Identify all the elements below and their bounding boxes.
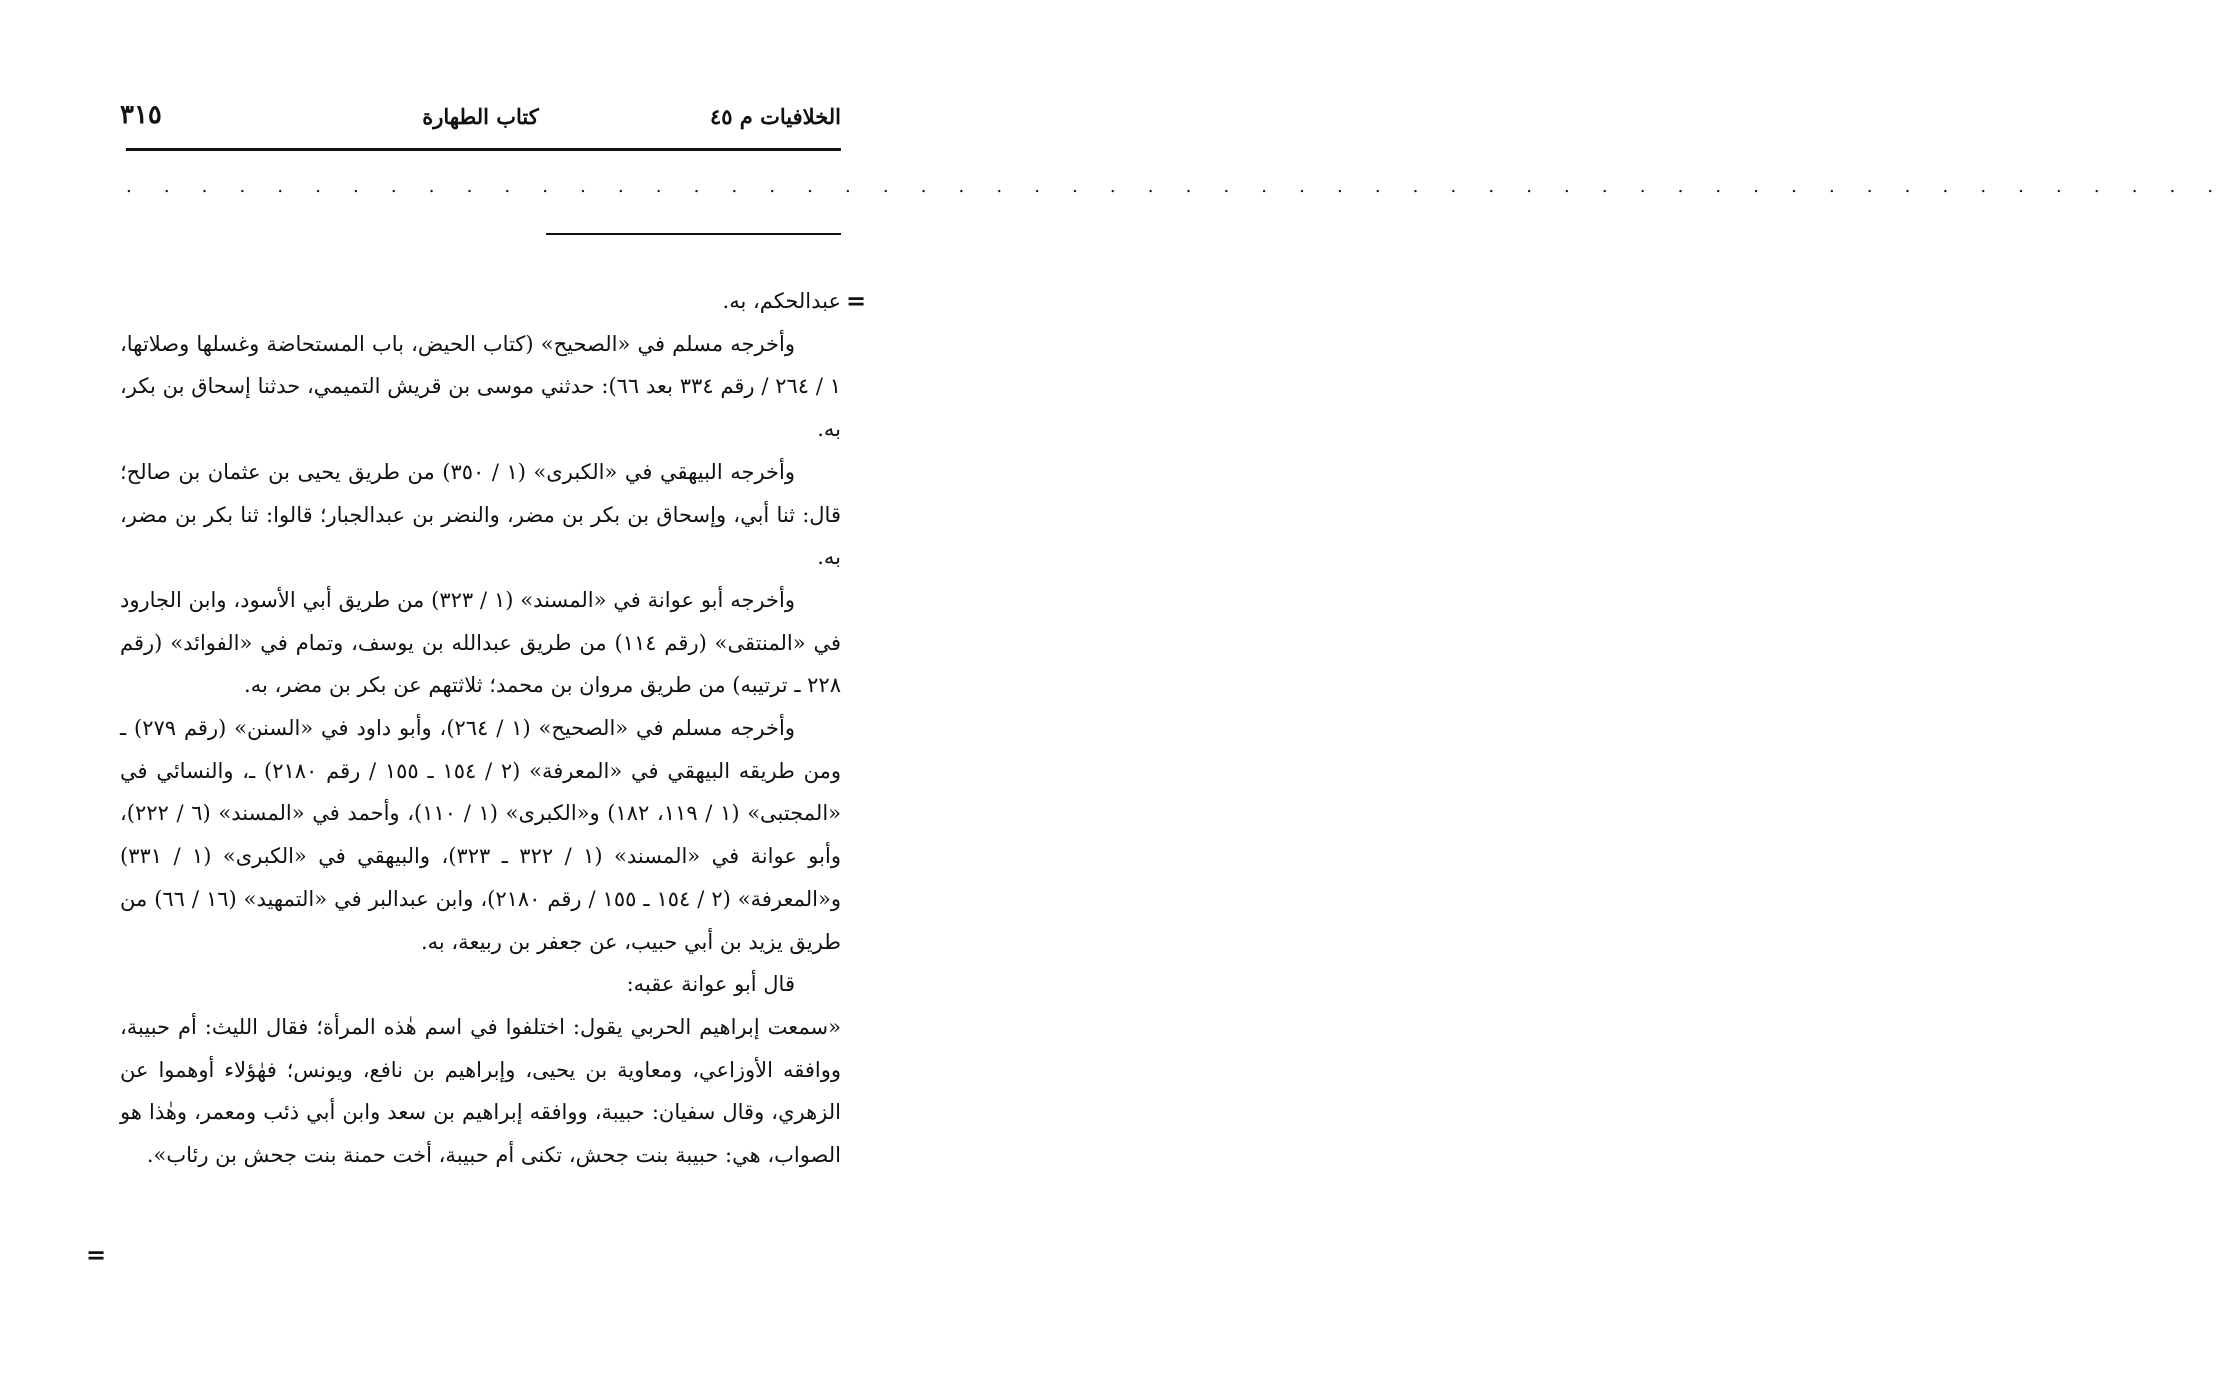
quotation-paragraph: «سمعت إبراهيم الحربي يقول: اختلفوا في اسم هٰذه المرأة؛ فقال الليث: أم حبيبة، ووافقه الأوزاعي، ومعاوية بن يحيى، وإبراهيم بن نافع، ويونس؛ فهٰؤلاء أوهموا عن الزهري، وقال سفيان: حبيبة، ووافقه إبراهيم بن سعد وابن أبي ذئب ومعمر، وهٰذا هو الصواب، هي: حبيبة بنت جحش، تكنى أم حبيبة، أخت حمنة بنت جحش بن رئاب». (120, 1014, 841, 1168)
chapter-title: كتاب الطهارة (422, 104, 539, 129)
dotted-separator: . . . . . . . . . . . . . . . . . . . . . . . . . . . . . . . . . . . . . . . . . . . . . . . . . . . . . . . . (126, 176, 2226, 197)
continuation-mark-end: = (86, 1240, 107, 1269)
footnote-paragraph: قال أبو عوانة عقبه: (626, 972, 795, 997)
footnote-paragraph: وأخرجه أبو عوانة في «المسند» (١ / ٣٢٣) من طريق أبي الأسود، وابن الجارود في «المنتقى» (رقم ١١٤) من طريق عبدالله بن يوسف، وتمام في «الفوائد» (رقم ٢٢٨ ـ ترتيبه) من طريق مروان بن محمد؛ ثلاثتهم عن بكر بن مضر، به. (120, 587, 841, 698)
running-title: الخلافيات م ٤٥ (709, 104, 841, 129)
header-rule (126, 148, 841, 151)
footnote-rule (546, 233, 841, 235)
footnote-paragraph: وأخرجه مسلم في «الصحيح» (١ / ٢٦٤)، وأبو داود في «السنن» (رقم ٢٧٩) ـ ومن طريقه البيهقي في «المعرفة» (٢ / ١٥٤ ـ ١٥٥ / رقم ٢١٨٠) ـ، والنسائي في «المجتبى» (١ / ١١٩، ١٨٢) و«الكبرى» (١ / ١١٠)، وأحمد في «المسند» (٦ / ٢٢٢)، وأبو عوانة في «المسند» (١ / ٣٢٢ ـ ٣٢٣)، والبيهقي في «الكبرى» (١ / ٣٣١) و«المعرفة» (٢ / ١٥٤ ـ ١٥٥ / رقم ٢١٨٠)، وابن عبدالبر في «التمهيد» (١٦ / ٦٦) من طريق يزيد بن أبي حبيب، عن جعفر بن ربيعة، به. (120, 716, 842, 954)
continuation-mark-start: = (846, 286, 867, 315)
footnote-paragraph: وأخرجه البيهقي في «الكبرى» (١ / ٣٥٠) من طريق يحيى بن عثمان بن صالح؛ قال: ثنا أبي، وإسحاق بن بكر بن مضر، والنضر بن عبدالجبار؛ قالوا: ثنا بكر بن مضر، به. (120, 459, 841, 570)
footnote-paragraph: عبدالحكم، به. (722, 289, 841, 313)
footnote-body (120, 280, 841, 1177)
page-number: ٣١٥ (120, 100, 162, 130)
footnote-paragraph: وأخرجه مسلم في «الصحيح» (كتاب الحيض، باب المستحاضة وغسلها وصلاتها، ١ / ٢٦٤ / رقم ٣٣٤ بعد ٦٦): حدثني موسى بن قريش التميمي، حدثنا إسحاق بن بكر، به. (120, 331, 841, 442)
page-header (120, 100, 841, 140)
